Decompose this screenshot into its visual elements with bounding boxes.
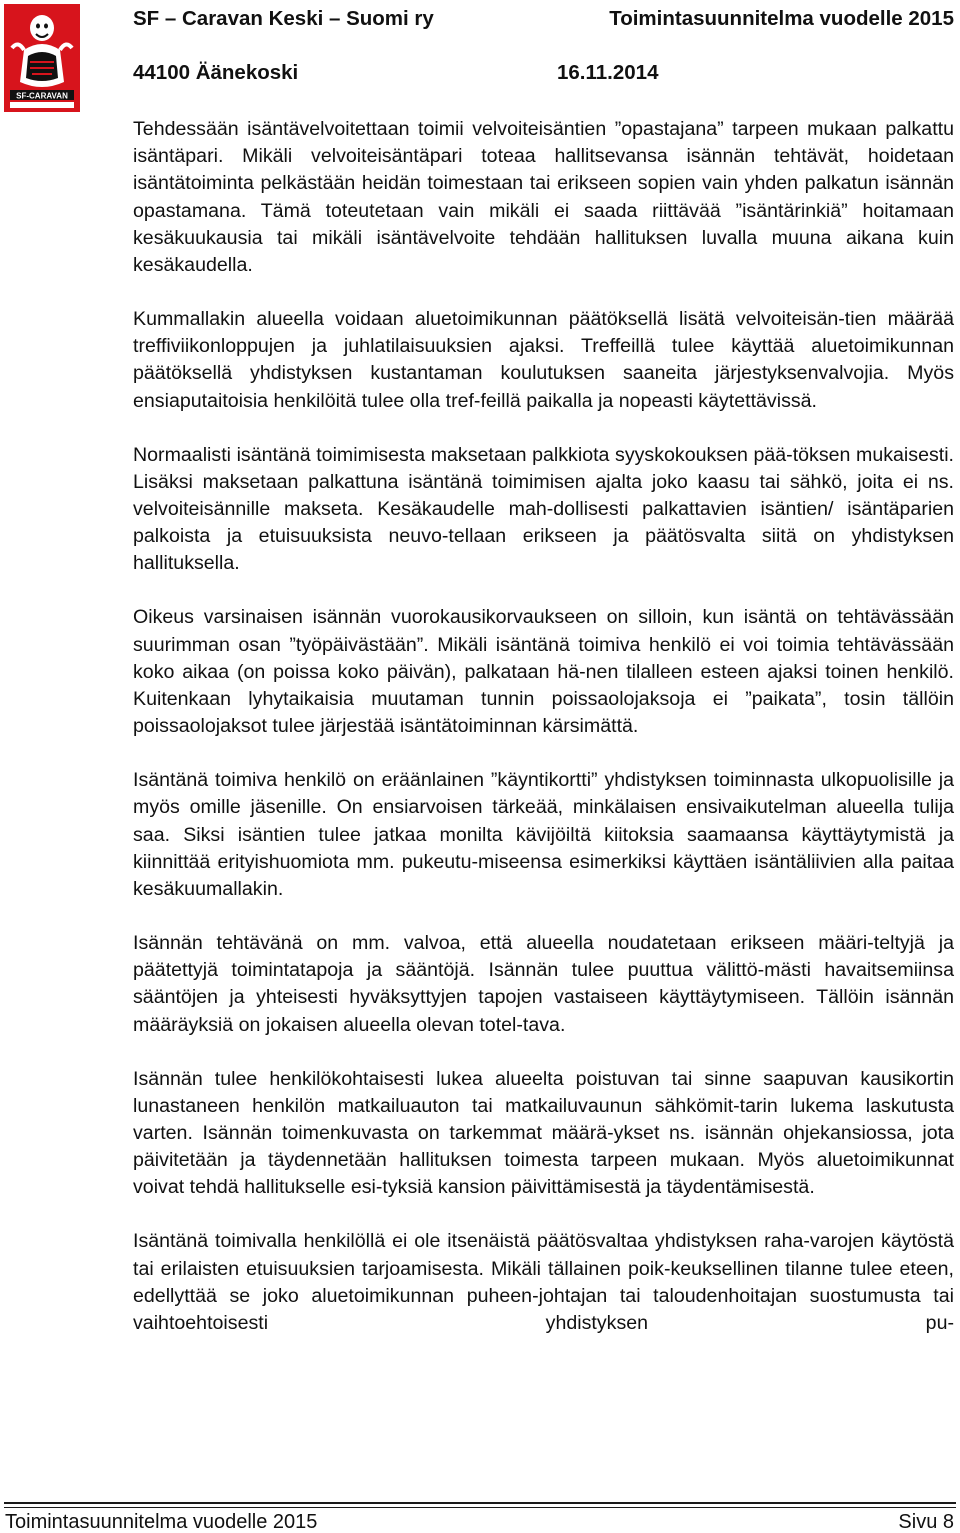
paragraph: Isännän tehtävänä on mm. valvoa, että alueella noudatetaan erikseen määri-teltyjä ja päätettyjä toimintatapoja ja sääntöjä. Isännän tulee puuttua välittö-mästi havaitsemiinsa sääntöjen ja yhteisesti hyväksyttyjen tapojen vastaiseen käyttäytymiseen. Tällöin isännän määräyksiä on jokaisen alueella olevan totel-tava. [133,932,954,1036]
city-address: 44100 Äänekoski [133,61,299,84]
paragraph: Tehdessään isäntävelvoitettaan toimii velvoiteisäntien ”opastajana” tarpeen mukaan palkattu isäntäpari. Mikäli velvoiteisäntäpari toteaa hallitsevansa isännän tehtävät, hoidetaan isäntätoiminta pelkästään heidän toimestaan tai erikseen sopien vain yhden palkatun isännän opastamana. Tämä toteutetaan vain mikäli ei saada riittävää ”isäntärinkiä” hoitamaan kesäkuukausia tai mikäli isäntävelvoite tehdään hallituksen luvalla muuna aikana kuin kesäkaudella. [133,118,954,277]
footer-document-title: Toimintasuunnitelma vuodelle 2015 [5,1511,318,1533]
paragraph: Isännän tulee henkilökohtaisesti lukea alueelta poistuvan tai sinne saapuvan kausikortin lunastaneen henkilön matkailuauton tai matkailuvaunun sähkömit-tarin lukema laskutusta varten. Isännän toimenkuvasta on tarkemmat määrä-ykset ns. isännän ohjekansiossa, jota päivitetään ja täydennetään hallituksen toimesta tarpeen mukaan. Myös aluetoimikunnat voivat tehdä hallitukselle esi-tyksiä kansion päivittämisestä ja täydentämisestä. [133,1067,954,1199]
paragraph: Isäntänä toimivalla henkilöllä ei ole itsenäistä päätösvaltaa yhdistyksen raha-varojen käytöstä tai erilaisten etuisuuksien tarjoamisesta. Mikäli tällainen poik-keuksellinen tilanne tulee eteen, edellyttää se joko aluetoimikunnan puheen-johtajan tai taloudenhoitajan suostumusta tai vaihtoehtoisesti yhdistyksen pu- [133,1230,954,1335]
paragraph: Isäntänä toimiva henkilö on eräänlainen ”käyntikortti” yhdistyksen toiminnasta ulkopuolisille ja myös omille jäsenille. On ensiarvoisen tärkeää, minkälaisen ensivaikutelman alueella tulija saa. Siksi isäntien tulee jatkaa monilta kävijöiltä kiitoksia saamaansa käyttäytymistä ja kiinnittää erityishuomiota mm. pukeutu-miseensa esimerkiksi käyttäen isäntäliivien alla paitaa kesäkuumallakin. [133,769,954,901]
page-number: Sivu 8 [898,1511,954,1533]
sf-caravan-logo-icon [4,4,80,112]
organization-name: SF – Caravan Keski – Suomi ry [133,7,434,30]
svg-text:SF-CARAVAN: SF-CARAVAN [16,91,68,101]
paragraph: Oikeus varsinaisen isännän vuorokausikorvaukseen on silloin, kun isäntä on tehtävässään suurimman osan ”työpäivästään”. Mikäli isäntänä toimiva henkilö ei voi toimia tehtävässään koko aikaa (on poissa koko päivän), palkataan hä-nen tilalleen esteen ajaksi toinen henkilö. Kuitenkaan lyhytaikaisia muutaman tunnin poissaolojaksoja ei ”paikata”, tosin tällöin poissaolojaksot tulee järjestää isäntätoiminnan kärsimättä. [133,606,954,738]
document-date: 16.11.2014 [557,61,659,84]
paragraph: Normaalisti isäntänä toimimisesta maksetaan palkkiota syyskokouksen pää-töksen mukaisesti. Lisäksi maksetaan palkattuna isäntänä toimimisen ajalta joko kaasu tai sähkö, joita ei ns. velvoiteisännille makseta. Kesäkaudelle mah-dollisesti palkattavien isäntien/ isäntäparien palkoista ja etuisuuksista neuvo-tellaan erikseen ja päätösvalta siitä on yhdistyksen hallituksella. [133,443,954,575]
document-title: Toimintasuunnitelma vuodelle 2015 [609,7,954,30]
footer-divider-thin [4,1507,956,1508]
paragraph: Kummallakin alueella voidaan aluetoimikunnan päätöksellä lisätä velvoiteisän-tien määrää treffiviikonloppujen ja juhlatilaisuuksien ajaksi. Treffeillä tulee käyttää aluetoimikunnan päätöksellä yhdistyksen kustantaman koulutuksen saaneita järjestyksenvalvojia. Myös ensiaputaitoisia henkilöitä tulee olla tref-feillä paikalla ja nopeasti käytettävissä. [133,308,954,412]
footer-divider-thick [4,1502,956,1504]
document-body [133,116,954,1364]
